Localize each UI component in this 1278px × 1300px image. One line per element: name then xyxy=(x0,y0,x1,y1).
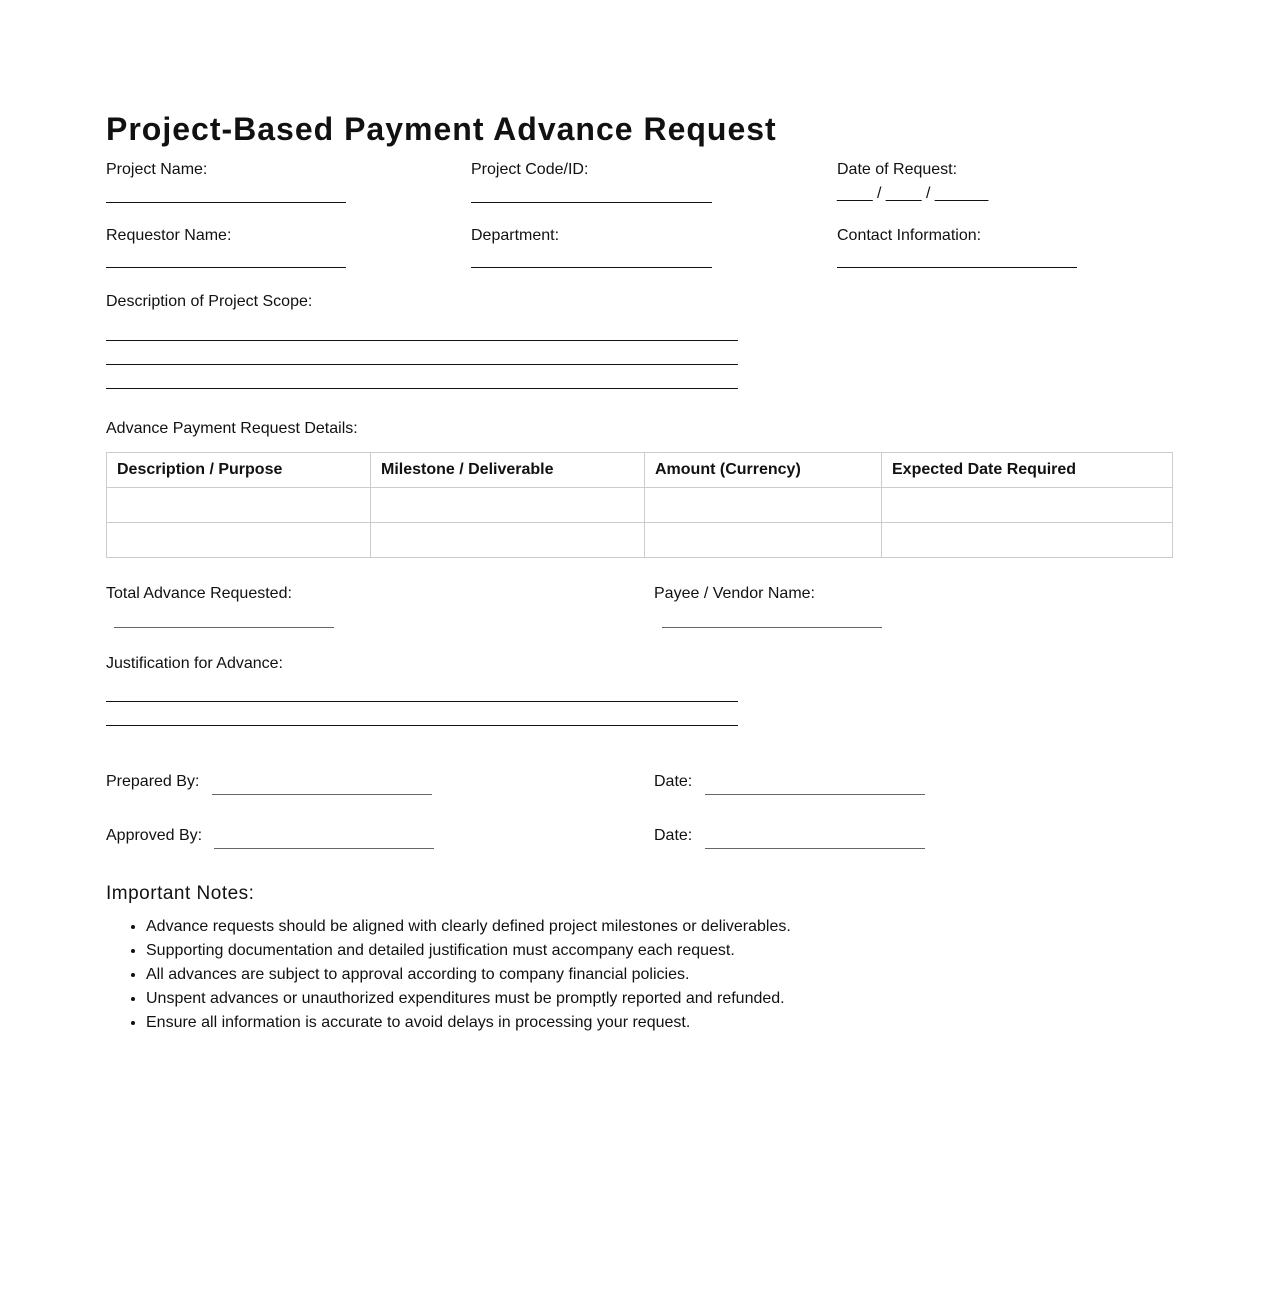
prepared-date-field[interactable] xyxy=(705,794,925,795)
column-header: Milestone / Deliverable xyxy=(371,453,645,488)
approved-date-label: Date: xyxy=(654,827,693,844)
approved-by-label: Approved By: xyxy=(106,827,203,844)
table-cell[interactable] xyxy=(882,488,1173,523)
contact-information-label: Contact Information: xyxy=(837,227,982,244)
table-cell[interactable] xyxy=(882,523,1173,558)
prepared-by-field[interactable] xyxy=(212,794,432,795)
list-item: • Ensure all information is accurate to avoid delays in processing your request. xyxy=(146,1011,791,1035)
column-header: Expected Date Required xyxy=(882,453,1173,488)
approved-by-field[interactable] xyxy=(214,848,434,849)
total-advance-label: Total Advance Requested: xyxy=(106,585,292,602)
form-page xyxy=(106,0,1172,1300)
notes-heading: Important Notes: xyxy=(106,883,255,904)
list-item: • Supporting documentation and detailed justification must accompany each request. xyxy=(146,939,791,963)
column-header: Description / Purpose xyxy=(107,453,371,488)
approved-date-field[interactable] xyxy=(705,848,925,849)
project-scope-line-2[interactable] xyxy=(106,364,738,365)
column-header: Amount (Currency) xyxy=(645,453,882,488)
prepared-date-label: Date: xyxy=(654,773,693,790)
contact-information-field[interactable] xyxy=(837,267,1077,268)
table-cell[interactable] xyxy=(371,523,645,558)
page-title: Project-Based Payment Advance Request xyxy=(106,111,777,147)
project-scope-line-1[interactable] xyxy=(106,340,738,341)
total-advance-field[interactable] xyxy=(114,627,334,628)
project-code-label: Project Code/ID: xyxy=(471,161,589,178)
payee-vendor-label: Payee / Vendor Name: xyxy=(654,585,815,602)
prepared-by-label: Prepared By: xyxy=(106,773,200,790)
project-name-label: Project Name: xyxy=(106,161,208,178)
requestor-name-field[interactable] xyxy=(106,267,346,268)
list-item: • Unspent advances or unauthorized expenditures must be promptly reported and refunded. xyxy=(146,987,791,1011)
list-item: • Advance requests should be aligned with clearly defined project milestones or deliverables. xyxy=(146,915,791,939)
table-row xyxy=(107,488,1173,523)
table-cell[interactable] xyxy=(107,523,371,558)
justification-line-1[interactable] xyxy=(106,701,738,702)
project-code-field[interactable] xyxy=(471,202,712,203)
project-scope-label: Description of Project Scope: xyxy=(106,293,313,310)
date-of-request-label: Date of Request: xyxy=(837,161,958,178)
table-cell[interactable] xyxy=(371,488,645,523)
project-name-field[interactable] xyxy=(106,202,346,203)
table-cell[interactable] xyxy=(645,523,882,558)
justification-label: Justification for Advance: xyxy=(106,655,283,672)
department-label: Department: xyxy=(471,227,560,244)
department-field[interactable] xyxy=(471,267,712,268)
requestor-name-label: Requestor Name: xyxy=(106,227,232,244)
advance-details-table xyxy=(106,452,1173,558)
date-of-request-field[interactable]: ____ / ____ / ______ xyxy=(837,185,989,202)
details-heading: Advance Payment Request Details: xyxy=(106,420,358,437)
table-row xyxy=(107,523,1173,558)
list-item: • All advances are subject to approval according to company financial policies. xyxy=(146,963,791,987)
table-cell[interactable] xyxy=(107,488,371,523)
project-scope-line-3[interactable] xyxy=(106,388,738,389)
justification-line-2[interactable] xyxy=(106,725,738,726)
payee-vendor-field[interactable] xyxy=(662,627,882,628)
table-cell[interactable] xyxy=(645,488,882,523)
table-header-row xyxy=(107,453,1173,488)
notes-list xyxy=(106,915,791,1035)
